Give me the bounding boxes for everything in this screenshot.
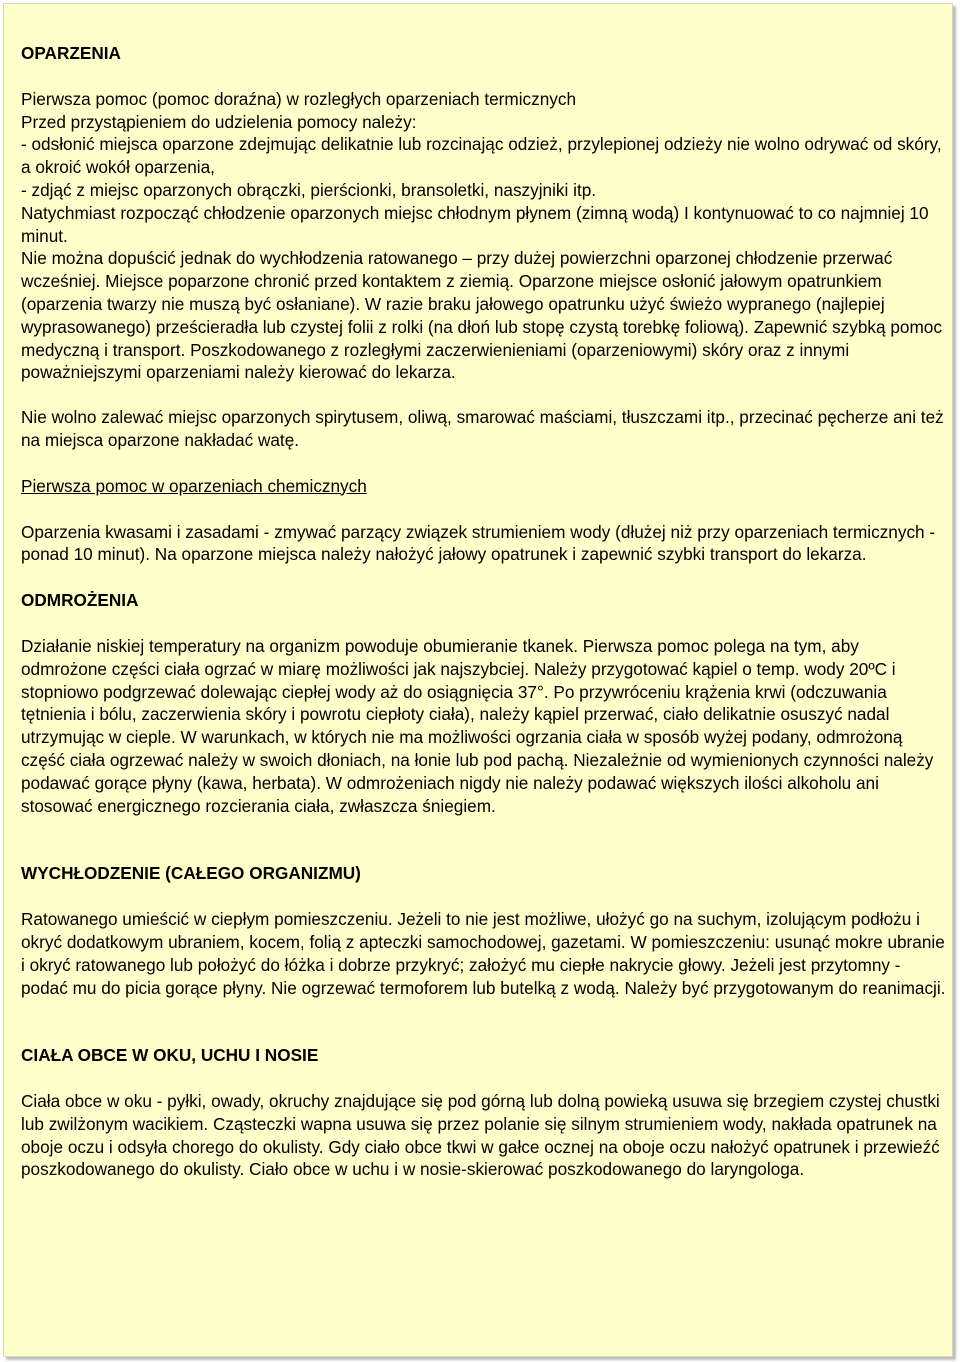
hypothermia-paragraph [21,908,946,999]
section-heading-foreign-bodies: CIAŁA OBCE W OKU, UCHU I NOSIE [21,1045,319,1066]
hypothermia-segment: Jeżeli to nie jest możliwe, ułożyć go na suchym, izolującym podłożu i okryć dodatkowym ubraniem, kocem, folią z apteczki samochodowej, gazetami. [21,909,920,952]
frostbite-segment: Należy przygotować kąpiel o temp. wody 20ºC i stopniowo podgrzewać dolewając ciepłej wody aż do osiągnięcia 37°. [21,658,896,702]
foreign-bodies-segment: Ciało obce w uchu i w nosie-skierować poszkodowanego do laryngologa. [249,1159,805,1180]
frostbite-segment: W warunkach, w których nie ma możliwości ogrzania ciała w sposób wyżej podany, odmrożoną część ciała ogrzewać należy w swoich dłoniach, na łonie lub pod pachą. [21,727,903,770]
burns-main-segment: Oparzone miejsce osłonić jałowym opatrunkiem (oparzenia twarzy nie muszą być osłaniane). [21,271,882,314]
hypothermia-segment: Nie ogrzewać termoforem lub butelką z wodą. [271,977,620,998]
burns-main-segment: Zapewnić szybką pomoc medyczną i transport. [21,316,942,360]
frostbite-paragraph [21,635,946,817]
frostbite-segment: Działanie niskiej temperatury na organizm powoduje obumieranie tkanek. [21,635,578,656]
section-heading-burns: OPARZENIA [21,43,121,63]
foreign-bodies-paragraph [21,1090,946,1181]
burns-warning: Nie wolno zalewać miejsc oparzonych spirytusem, oliwą, smarować maściami, tłuszczami itp., przecinać pęcherze ani też na miejsca oparzone nakładać watę. [21,407,944,450]
burns-intro-line: Natychmiast rozpocząć chłodzenie oparzonych miejsc chłodnym płynem (zimną wodą) I kontynuować to co najmniej 10 minut. [21,202,929,246]
hypothermia-segment: Ratowanego umieścić w ciepłym pomieszczeniu. [21,909,393,930]
burns-main-segment: W razie braku jałowego opatrunku użyć świeżo wypranego (najlepiej wyprasowanego) prześcieradła lub czystej folii z rolki (na dłoń lub stopę czystą torebkę foliową). [21,293,885,337]
foreign-bodies-segment: Gdy ciało obce tkwi w gałce ocznej na oboje oczu nałożyć opatrunek i przewieźć poszkodowanego do okulisty. [21,1136,940,1180]
foreign-bodies-segment: Ciała obce w oku - pyłki, owady, okruchy znajdujące się pod górną lub dolną powieką usuwa się brzegiem czystej chustki lub zwilżonym wacikiem. [21,1091,940,1134]
section-heading-chemical-burns: Pierwsza pomoc w oparzeniach chemicznych [21,475,367,496]
burns-main-paragraph [21,247,946,384]
document-page [3,3,953,1357]
section-heading-frostbite: ODMROŻENIA [21,590,139,611]
frostbite-segment: Niezależnie od wymienionych czynności należy podawać gorące płyny (kawa, herbata). [21,749,934,793]
burns-main-segment: Nie można dopuścić jednak do wychłodzenia ratowanego – przy dużej powierzchni oparzonej chłodzenie przerwać wcześniej. [21,248,893,292]
hypothermia-segment: Należy być przygotowanym do reanimacji. [624,977,946,998]
burns-main-segment: Poszkodowanego z rozległymi zaczerwienieniami (oparzeniowymi) skóry oraz z innymi poważniejszymi oparzeniami należy kierować do lekarza. [21,339,850,383]
frostbite-segment: Pierwsza pomoc polega na tym, aby odmrożone części ciała ogrzać w miarę możliwości jak najszybciej. [21,635,859,679]
chemical-burns-segment: Oparzenia kwasami i zasadami - zmywać parzący związek strumieniem wody (dłużej niż przy oparzeniach termicznych - ponad 10 minut). [21,521,936,565]
chemical-burns-paragraph [21,521,946,567]
document-content [21,34,946,1181]
hypothermia-segment: Jeżeli jest przytomny - podać mu do picia gorące płyny. [21,954,901,998]
frostbite-segment: Po przywróceniu krążenia krwi (odczuwania tętnienia i bólu, zaczerwienia skóry i powrotu ciepłoty ciała), należy kąpiel przerwać, ciało delikatnie osuszyć nadal utrzymując w cieple. [21,681,890,748]
hypothermia-segment: W pomieszczeniu: usunąć mokre ubranie i okryć ratowanego lub położyć do łóżka i dobrze przykryć; założyć mu ciepłe nakrycie głowy. [21,931,945,975]
foreign-bodies-segment: Cząsteczki wapna usuwa się przez polanie się silnym strumieniem wody, nakłada opatrunek na oboje oczu i odsyła chorego do okulisty. [21,1113,937,1157]
burns-intro-line: Przed przystąpieniem do udzielenia pomocy należy: [21,111,417,132]
burns-intro-line: Pierwsza pomoc (pomoc doraźna) w rozległych oparzeniach termicznych [21,88,577,109]
burns-intro [21,88,946,248]
section-heading-hypothermia: WYCHŁODZENIE (CAŁEGO ORGANIZMU) [21,863,361,884]
burns-intro-line: - zdjąć z miejsc oparzonych obrączki, pierścionki, bransoletki, naszyjniki itp. [21,179,597,200]
chemical-burns-segment: Na oparzone miejsca należy nałożyć jałowy opatrunek i zapewnić szybki transport do lekarza. [154,544,867,565]
frostbite-segment: W odmrożeniach nigdy nie należy podawać większych ilości alkoholu ani stosować energicznego rozcierania ciała, zwłaszcza śniegiem. [21,772,879,816]
burns-main-segment: Miejsce poparzone chronić przed kontaktem z ziemią. [105,271,514,292]
burns-intro-line: - odsłonić miejsca oparzone zdejmując delikatnie lub rozcinając odzież, przylepionej odzieży nie wolno odrywać od skóry, a okroić wokół oparzenia, [21,134,942,178]
